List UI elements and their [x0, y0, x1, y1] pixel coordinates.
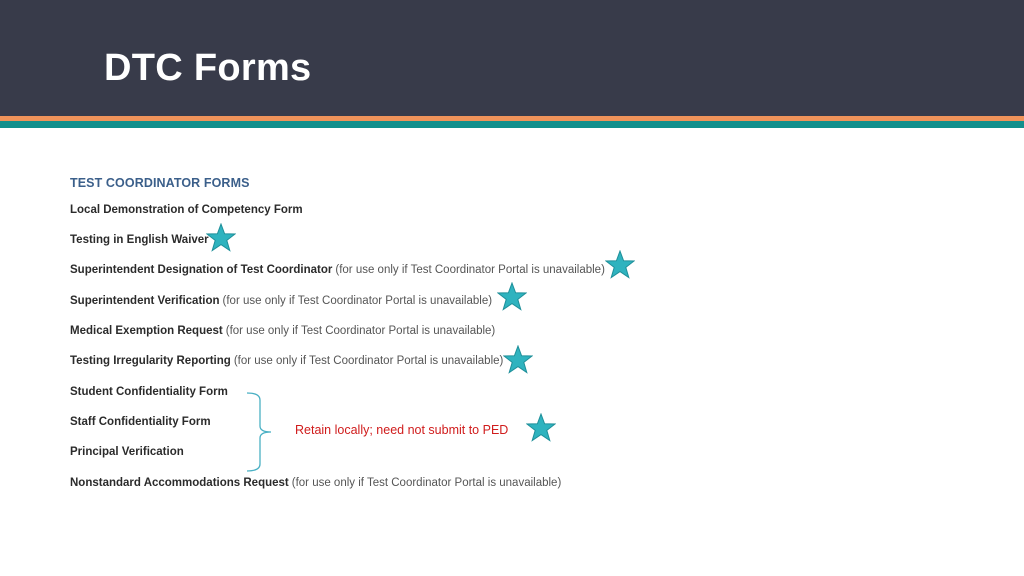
form-item [70, 261, 605, 279]
form-name: Staff Confidentiality Form [70, 416, 211, 428]
retain-locally-note: Retain locally; need not submit to PED [295, 423, 509, 437]
form-name: Superintendent Designation of Test Coordinator [70, 264, 333, 276]
form-item [70, 231, 212, 249]
star-icon [526, 413, 556, 443]
form-note: (for use only if Test Coordinator Portal is unavailable) [222, 295, 493, 307]
star-icon [206, 223, 236, 253]
form-item [70, 413, 214, 431]
form-name: Testing Irregularity Reporting [70, 355, 231, 367]
form-name: Principal Verification [70, 446, 184, 458]
forms-section-heading: TEST COORDINATOR FORMS [70, 176, 250, 190]
form-item [70, 443, 187, 461]
form-note: (for use only if Test Coordinator Portal is unavailable) [335, 264, 605, 276]
form-note: (for use only if Test Coordinator Portal is unavailable) [291, 477, 562, 489]
form-item [70, 474, 561, 492]
form-item [70, 201, 306, 219]
form-item [70, 352, 503, 370]
form-name: Superintendent Verification [70, 295, 220, 307]
star-icon [497, 282, 527, 312]
form-name: Local Demonstration of Competency Form [70, 204, 303, 216]
slide-header [0, 0, 1024, 116]
slide-title: DTC Forms [104, 47, 312, 89]
star-icon [605, 250, 635, 280]
form-note: (for use only if Test Coordinator Portal is unavailable) [233, 355, 504, 367]
curly-brace [245, 392, 275, 472]
form-name: Student Confidentiality Form [70, 386, 228, 398]
form-name: Medical Exemption Request [70, 325, 223, 337]
header-accent-stripe-teal [0, 121, 1024, 128]
form-note: (for use only if Test Coordinator Portal is unavailable) [225, 325, 496, 337]
form-name: Nonstandard Accommodations Request [70, 477, 289, 489]
form-item [70, 383, 231, 401]
star-icon [503, 345, 533, 375]
form-name: Testing in English Waiver [70, 234, 209, 246]
form-item [70, 322, 495, 340]
form-item [70, 292, 492, 310]
